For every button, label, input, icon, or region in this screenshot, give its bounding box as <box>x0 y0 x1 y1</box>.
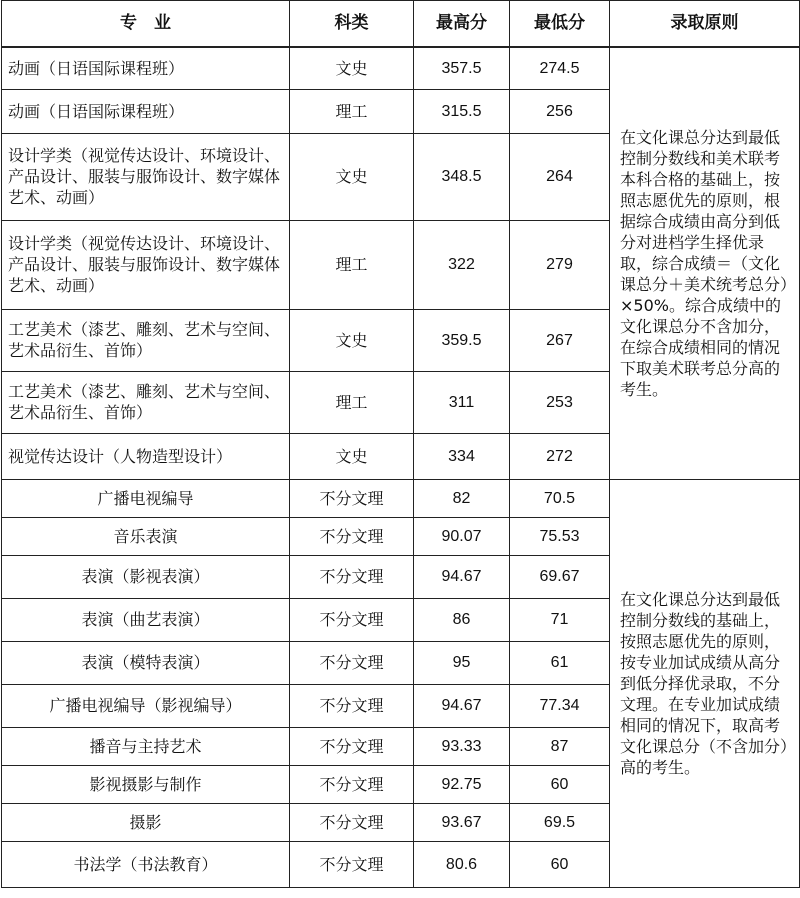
category-cell: 不分文理 <box>290 727 414 765</box>
max-score-cell: 93.33 <box>414 727 510 765</box>
major-cell: 工艺美术（漆艺、雕刻、艺术与空间、艺术品衍生、首饰） <box>2 309 290 371</box>
min-score-cell: 69.5 <box>510 803 610 841</box>
min-score-cell: 272 <box>510 433 610 479</box>
category-cell: 文史 <box>290 133 414 220</box>
max-score-cell: 315.5 <box>414 89 510 133</box>
table-row <box>2 479 800 517</box>
min-score-cell: 77.34 <box>510 684 610 727</box>
major-cell: 广播电视编导 <box>2 479 290 517</box>
category-cell: 文史 <box>290 309 414 371</box>
max-score-cell: 359.5 <box>414 309 510 371</box>
header-min-score: 最低分 <box>510 1 610 48</box>
min-score-cell: 264 <box>510 133 610 220</box>
max-score-cell: 82 <box>414 479 510 517</box>
table-row <box>2 47 800 89</box>
category-cell: 不分文理 <box>290 479 414 517</box>
header-admission-rule: 录取原则 <box>610 1 800 48</box>
min-score-cell: 60 <box>510 765 610 803</box>
min-score-cell: 279 <box>510 220 610 309</box>
category-cell: 文史 <box>290 433 414 479</box>
category-cell: 不分文理 <box>290 641 414 684</box>
max-score-cell: 311 <box>414 371 510 433</box>
header-major: 专 业 <box>2 1 290 48</box>
max-score-cell: 348.5 <box>414 133 510 220</box>
max-score-cell: 94.67 <box>414 684 510 727</box>
category-cell: 不分文理 <box>290 598 414 641</box>
category-cell: 文史 <box>290 47 414 89</box>
min-score-cell: 69.67 <box>510 555 610 598</box>
admission-score-table <box>1 0 800 888</box>
major-cell: 播音与主持艺术 <box>2 727 290 765</box>
admission-rule-performance: 在文化课总分达到最低控制分数线的基础上，按照志愿优先的原则，按专业加试成绩从高分到低分择优录取，不分文理。在专业加试成绩相同的情况下，取高考文化课总分（不含加分）高的考生。 <box>610 479 800 887</box>
major-cell: 表演（影视表演） <box>2 555 290 598</box>
max-score-cell: 95 <box>414 641 510 684</box>
major-cell: 动画（日语国际课程班） <box>2 47 290 89</box>
min-score-cell: 87 <box>510 727 610 765</box>
major-cell: 表演（曲艺表演） <box>2 598 290 641</box>
category-cell: 不分文理 <box>290 803 414 841</box>
max-score-cell: 334 <box>414 433 510 479</box>
header-max-score: 最高分 <box>414 1 510 48</box>
major-cell: 书法学（书法教育） <box>2 841 290 887</box>
min-score-cell: 267 <box>510 309 610 371</box>
major-cell: 表演（模特表演） <box>2 641 290 684</box>
min-score-cell: 75.53 <box>510 517 610 555</box>
min-score-cell: 60 <box>510 841 610 887</box>
category-cell: 不分文理 <box>290 841 414 887</box>
max-score-cell: 322 <box>414 220 510 309</box>
major-cell: 动画（日语国际课程班） <box>2 89 290 133</box>
category-cell: 理工 <box>290 371 414 433</box>
min-score-cell: 253 <box>510 371 610 433</box>
max-score-cell: 93.67 <box>414 803 510 841</box>
major-cell: 设计学类（视觉传达设计、环境设计、产品设计、服装与服饰设计、数字媒体艺术、动画） <box>2 133 290 220</box>
min-score-cell: 70.5 <box>510 479 610 517</box>
major-cell: 设计学类（视觉传达设计、环境设计、产品设计、服装与服饰设计、数字媒体艺术、动画） <box>2 220 290 309</box>
category-cell: 不分文理 <box>290 765 414 803</box>
major-cell: 视觉传达设计（人物造型设计） <box>2 433 290 479</box>
max-score-cell: 92.75 <box>414 765 510 803</box>
major-cell: 影视摄影与制作 <box>2 765 290 803</box>
min-score-cell: 256 <box>510 89 610 133</box>
category-cell: 不分文理 <box>290 684 414 727</box>
max-score-cell: 86 <box>414 598 510 641</box>
max-score-cell: 357.5 <box>414 47 510 89</box>
min-score-cell: 61 <box>510 641 610 684</box>
major-cell: 摄影 <box>2 803 290 841</box>
category-cell: 理工 <box>290 89 414 133</box>
category-cell: 不分文理 <box>290 555 414 598</box>
major-cell: 工艺美术（漆艺、雕刻、艺术与空间、艺术品衍生、首饰） <box>2 371 290 433</box>
category-cell: 不分文理 <box>290 517 414 555</box>
min-score-cell: 71 <box>510 598 610 641</box>
major-cell: 音乐表演 <box>2 517 290 555</box>
max-score-cell: 94.67 <box>414 555 510 598</box>
max-score-cell: 90.07 <box>414 517 510 555</box>
major-cell: 广播电视编导（影视编导） <box>2 684 290 727</box>
category-cell: 理工 <box>290 220 414 309</box>
admission-rule-art: 在文化课总分达到最低控制分数线和美术联考本科合格的基础上，按照志愿优先的原则，根据综合成绩由高分到低分对进档学生择优录取，综合成绩＝（文化课总分＋美术统考总分）×50%。综合成绩中的文化课总分不含加分，在综合成绩相同的情况下取美术联考总分高的考生。 <box>610 47 800 479</box>
header-row <box>2 1 800 48</box>
min-score-cell: 274.5 <box>510 47 610 89</box>
header-category: 科类 <box>290 1 414 48</box>
max-score-cell: 80.6 <box>414 841 510 887</box>
